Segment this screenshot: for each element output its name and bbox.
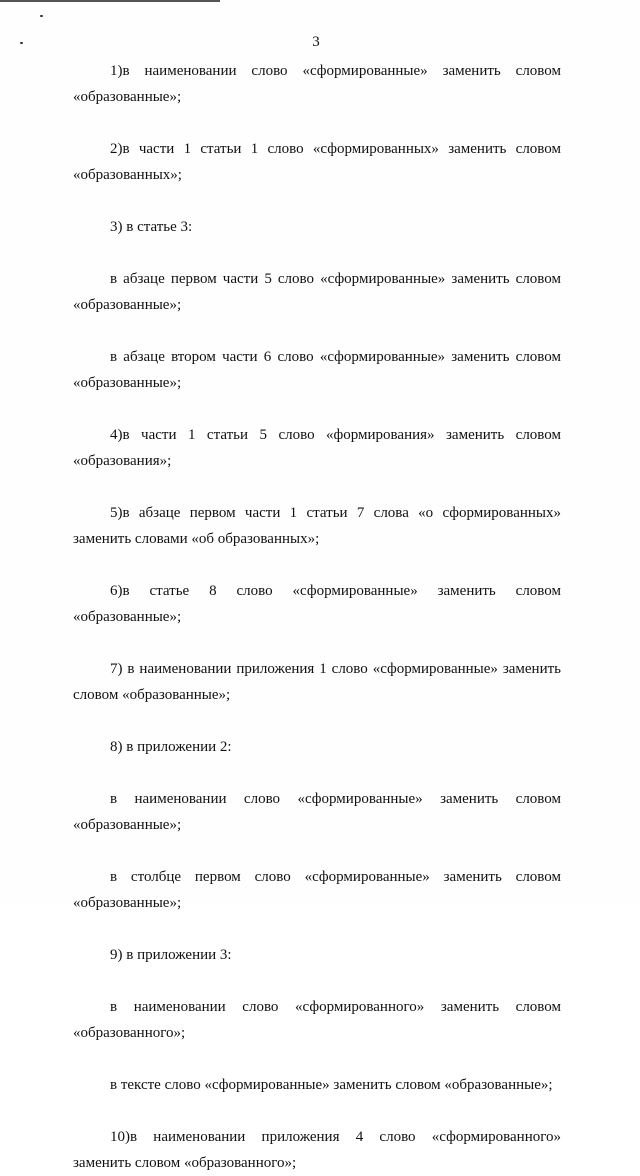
paragraph-line: «образованного»; [73,1025,186,1041]
paragraph-line: 7) в наименовании приложения 1 слово «сформированные» заменить [110,661,561,677]
paragraph-line: «образованные»; [73,817,182,833]
paragraph-line: заменить словом «образованного»; [73,1155,297,1171]
scan-border-line [0,0,220,2]
paragraph-line: в абзаце первом части 5 слово «сформированные» заменить словом [110,271,561,287]
paragraph-line: «образованные»; [73,89,182,105]
page-number: 3 [312,34,320,50]
paragraph-line: в тексте слово «сформированные» заменить словом «образованные»; [110,1077,553,1093]
paragraph-line: 2)в части 1 статьи 1 слово «сформированных» заменить словом [110,141,561,157]
paragraph-line: 6)в статье 8 слово «сформированные» заменить словом [110,583,561,599]
paragraph-line: «образованных»; [73,167,182,183]
paragraph-line: в наименовании слово «сформированные» заменить словом [110,791,561,807]
paragraph-line: 9) в приложении 3: [110,947,232,963]
paragraph-line: 8) в приложении 2: [110,739,232,755]
scan-speck [40,15,43,17]
paragraph-line: 3) в статье 3: [110,219,193,235]
paragraph-line: 5)в абзаце первом части 1 статьи 7 слова «о сформированных» [110,505,561,521]
paragraph-line: в наименовании слово «сформированного» заменить словом [110,999,561,1015]
paragraph-line: «образованные»; [73,375,182,391]
paragraph-line: в абзаце втором части 6 слово «сформированные» заменить словом [110,349,561,365]
paragraph-line: в столбце первом слово «сформированные» заменить словом [110,869,561,885]
paragraph-line: 4)в части 1 статьи 5 слово «формирования» заменить словом [110,427,561,443]
paragraph-line: 1)в наименовании слово «сформированные» заменить словом [110,63,561,79]
paragraph-line: «образованные»; [73,609,182,625]
paragraph-line: 10)в наименовании приложения 4 слово «сформированного» [110,1129,561,1145]
document-body [73,58,561,1176]
paragraph-line: «образованные»; [73,297,182,313]
paragraph-line: «образованные»; [73,895,182,911]
paragraph-line: словом «образованные»; [73,687,231,703]
paragraph-line: «образования»; [73,453,172,469]
paragraph-line: заменить словами «об образованных»; [73,531,320,547]
